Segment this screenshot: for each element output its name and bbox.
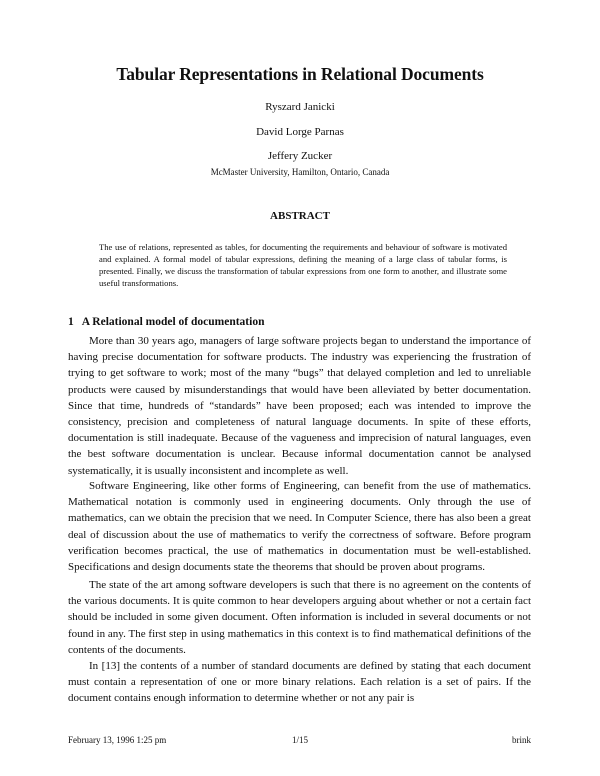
section-number: 1 (68, 316, 74, 328)
author-name: David Lorge Parnas (256, 126, 344, 138)
body-paragraph: More than 30 years ago, managers of large software projects began to understand the importance of having precise documentation for software products. The industry was experiencing the frustration of trying to get software to work; most of the many “bugs” that delayed completion and led to unreliable products were caused by misunderstandings that would have been alleviated by better documentation. Since that time, hundreds of “standards” have been proposed; each was intended to improve the consistency, precision and completeness of natural language documents. In spite of these efforts, documentation is still inadequate. Because of the vagueness and imprecision of natural languages, even the best software documentation is unclear. Because informal documentation cannot be analysed systematically, it is usually inconsistent and incomplete as well. (68, 335, 531, 477)
footer-page-number: 1/15 (291, 735, 308, 745)
author-name: Jeffery Zucker (267, 150, 333, 162)
body-paragraph: Software Engineering, like other forms of Engineering, can benefit from the use of mathematics. Mathematical notation is commonly used in engineering documents. Only through the use of mathematics, can we obtain the precision that we need. In Computer Science, there has also been a great deal of discussion about the use of mathematics to verify the correctness of software. Before program verification becomes practical, the use of mathematics in documentation must be well-established. Specifications and design documents state the theorems that should be proven about programs. (68, 480, 531, 574)
paper-title: Tabular Representations in Relational Documents (116, 64, 484, 84)
section-heading (68, 316, 264, 328)
footer-date: February 13, 1996 1:25 pm (68, 735, 167, 745)
body-paragraph: In [13] the contents of a number of standard documents are defined by stating that each document must contain a representation of one or more binary relations. Each relation is a set of pairs. If the document contains enough information to determine whether or not any pair is (68, 660, 531, 705)
affiliation: McMaster University, Hamilton, Ontario, Canada (210, 167, 390, 177)
abstract-text: The use of relations, represented as tables, for documenting the requirements and behaviour of software is motivated and explained. A formal model of tabular expressions, defining the meaning of a large class of tabular forms, is presented. Finally, we discuss the transformation of tabular expressions from one form to another, and illustrate some useful transformations. (99, 242, 507, 288)
abstract-heading: ABSTRACT (270, 210, 330, 222)
body-paragraph: The state of the art among software developers is such that there is no agreement on the contents of the various documents. It is quite common to hear developers arguing about whether or not a certain fact should be included in some given document. Often information is included in several documents or not found in any. The first step in using mathematics in this context is to find mathematical definitions of the contents of the documents. (68, 579, 531, 656)
author-name: Ryszard Janicki (265, 101, 335, 113)
footer-label: brink (512, 735, 531, 745)
section-title: A Relational model of documentation (81, 316, 265, 328)
